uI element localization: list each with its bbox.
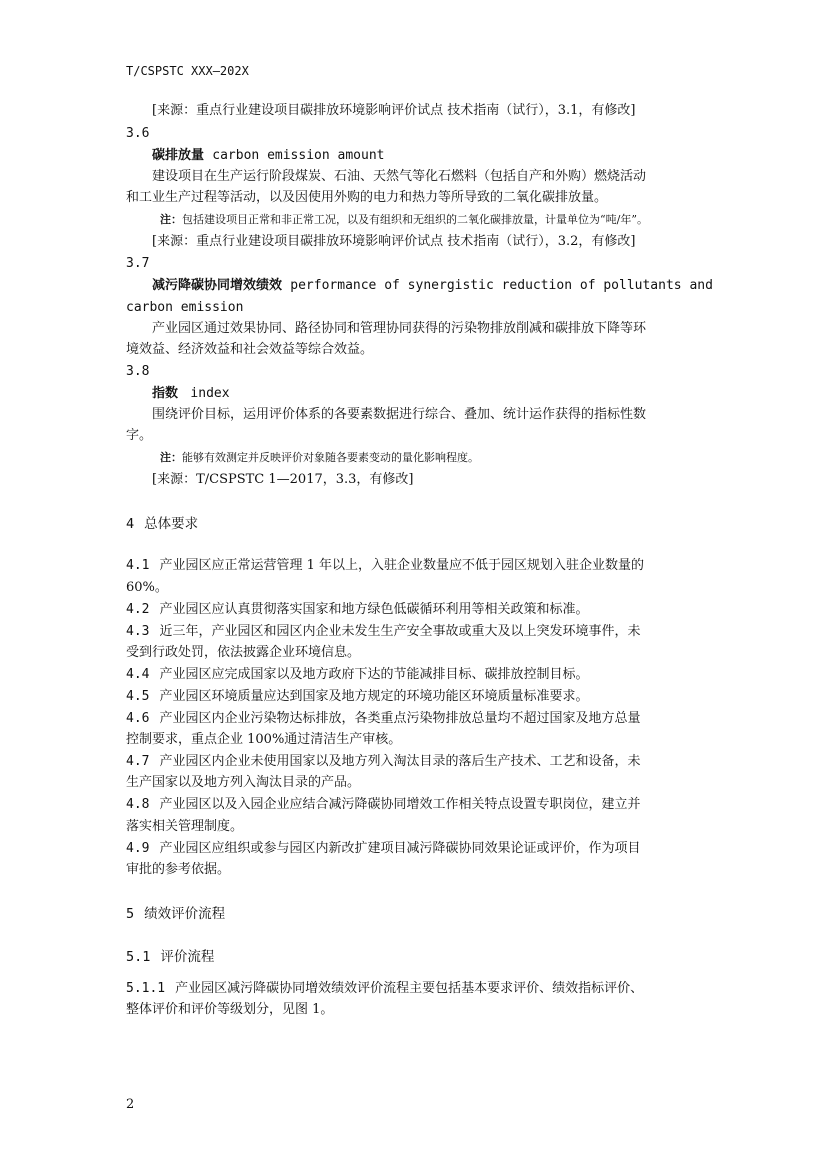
clause-continued: 审批的参考依据。: [126, 862, 231, 877]
clause: 4.4 产业园区应完成国家以及地方政府下达的节能减排目标、碳排放控制目标。: [126, 667, 589, 682]
term-entry: 指数 index: [152, 386, 230, 401]
document-code-header: T/CSPSTC XXX—202X: [126, 64, 249, 78]
clause-continued: 生产国家以及地方列入淘汰目录的产品。: [126, 775, 361, 790]
definition-text: 境效益、经济效益和社会效益等综合效益。: [126, 342, 374, 357]
source-note: [来源：重点行业建设项目碳排放环境影响评价试点 技术指南（试行），3.2，有修改]: [152, 234, 636, 249]
clause: 5.1.1 产业园区减污降碳协同增效绩效评价流程主要包括基本要求评价、绩效指标评价、: [126, 981, 644, 996]
clause: 4.3 近三年，产业园区和园区内企业未发生生产安全事故或重大及以上突发环境事件，未: [126, 624, 641, 639]
term-entry: 减污降碳协同增效绩效 performance of synergistic reduction of pollutants and: [152, 278, 713, 293]
note: 注：能够有效测定并反映评价对象随各要素变动的量化影响程度。: [160, 451, 479, 464]
definition-text: 建设项目在生产运行阶段煤炭、石油、天然气等化石燃料（包括自产和外购）燃烧活动: [152, 169, 647, 184]
clause-continued: 整体评价和评价等级划分，见图 1。: [126, 1002, 334, 1017]
clause-continued: 落实相关管理制度。: [126, 819, 244, 834]
clause: 4.8 产业园区以及入园企业应结合减污降碳协同增效工作相关特点设置专职岗位，建立并: [126, 797, 641, 812]
source-note: [来源：重点行业建设项目碳排放环境影响评价试点 技术指南（试行），3.1，有修改]: [152, 103, 636, 118]
clause: 4.5 产业园区环境质量应达到国家及地方规定的环境功能区环境质量标准要求。: [126, 689, 589, 704]
clause-continued: 受到行政处罚，依法披露企业环境信息。: [126, 645, 361, 660]
definition-text: 字。: [126, 428, 153, 443]
clause: 4.6 产业园区内企业污染物达标排放，各类重点污染物排放总量均不超过国家及地方总量: [126, 711, 641, 726]
section-heading: 4 总体要求: [126, 516, 199, 532]
clause: 4.7 产业园区内企业未使用国家以及地方列入淘汰目录的落后生产技术、工艺和设备，未: [126, 754, 641, 769]
section-heading: 5 绩效评价流程: [126, 906, 226, 922]
source-note: [来源：T/CSPSTC 1—2017，3.3，有修改]: [152, 472, 414, 487]
clause-continued: 60%。: [126, 580, 168, 595]
subsection-heading: 5.1 评价流程: [126, 949, 215, 965]
definition-text: 围绕评价目标，运用评价体系的各要素数据进行综合、叠加、统计运作获得的指标性数: [152, 407, 647, 422]
page-number: 2: [126, 1097, 135, 1112]
clause-number: 3.7: [126, 256, 150, 271]
clause-continued: 控制要求，重点企业 100%通过清洁生产审核。: [126, 732, 402, 747]
term-english-continued: carbon emission: [126, 300, 244, 315]
clause: 4.2 产业园区应认真贯彻落实国家和地方绿色低碳循环利用等相关政策和标准。: [126, 602, 589, 617]
clause: 4.1 产业园区应正常运营管理 1 年以上，入驻企业数量应不低于园区规划入驻企业数量的: [126, 558, 645, 573]
definition-text: 产业园区通过效果协同、路径协同和管理协同获得的污染物排放削减和碳排放下降等环: [152, 321, 647, 336]
clause-number: 3.8: [126, 364, 150, 379]
clause-number: 3.6: [126, 126, 150, 141]
definition-text: 和工业生产过程等活动，以及因使用外购的电力和热力等所导致的二氧化碳排放量。: [126, 190, 608, 205]
term-entry: 碳排放量 carbon emission amount: [152, 148, 385, 163]
note: 注：包括建设项目正常和非正常工况，以及有组织和无组织的二氧化碳排放量，计量单位为“吨/年”。: [160, 213, 648, 226]
clause: 4.9 产业园区应组织或参与园区内新改扩建项目减污降碳协同效果论证或评价，作为项目: [126, 841, 641, 856]
